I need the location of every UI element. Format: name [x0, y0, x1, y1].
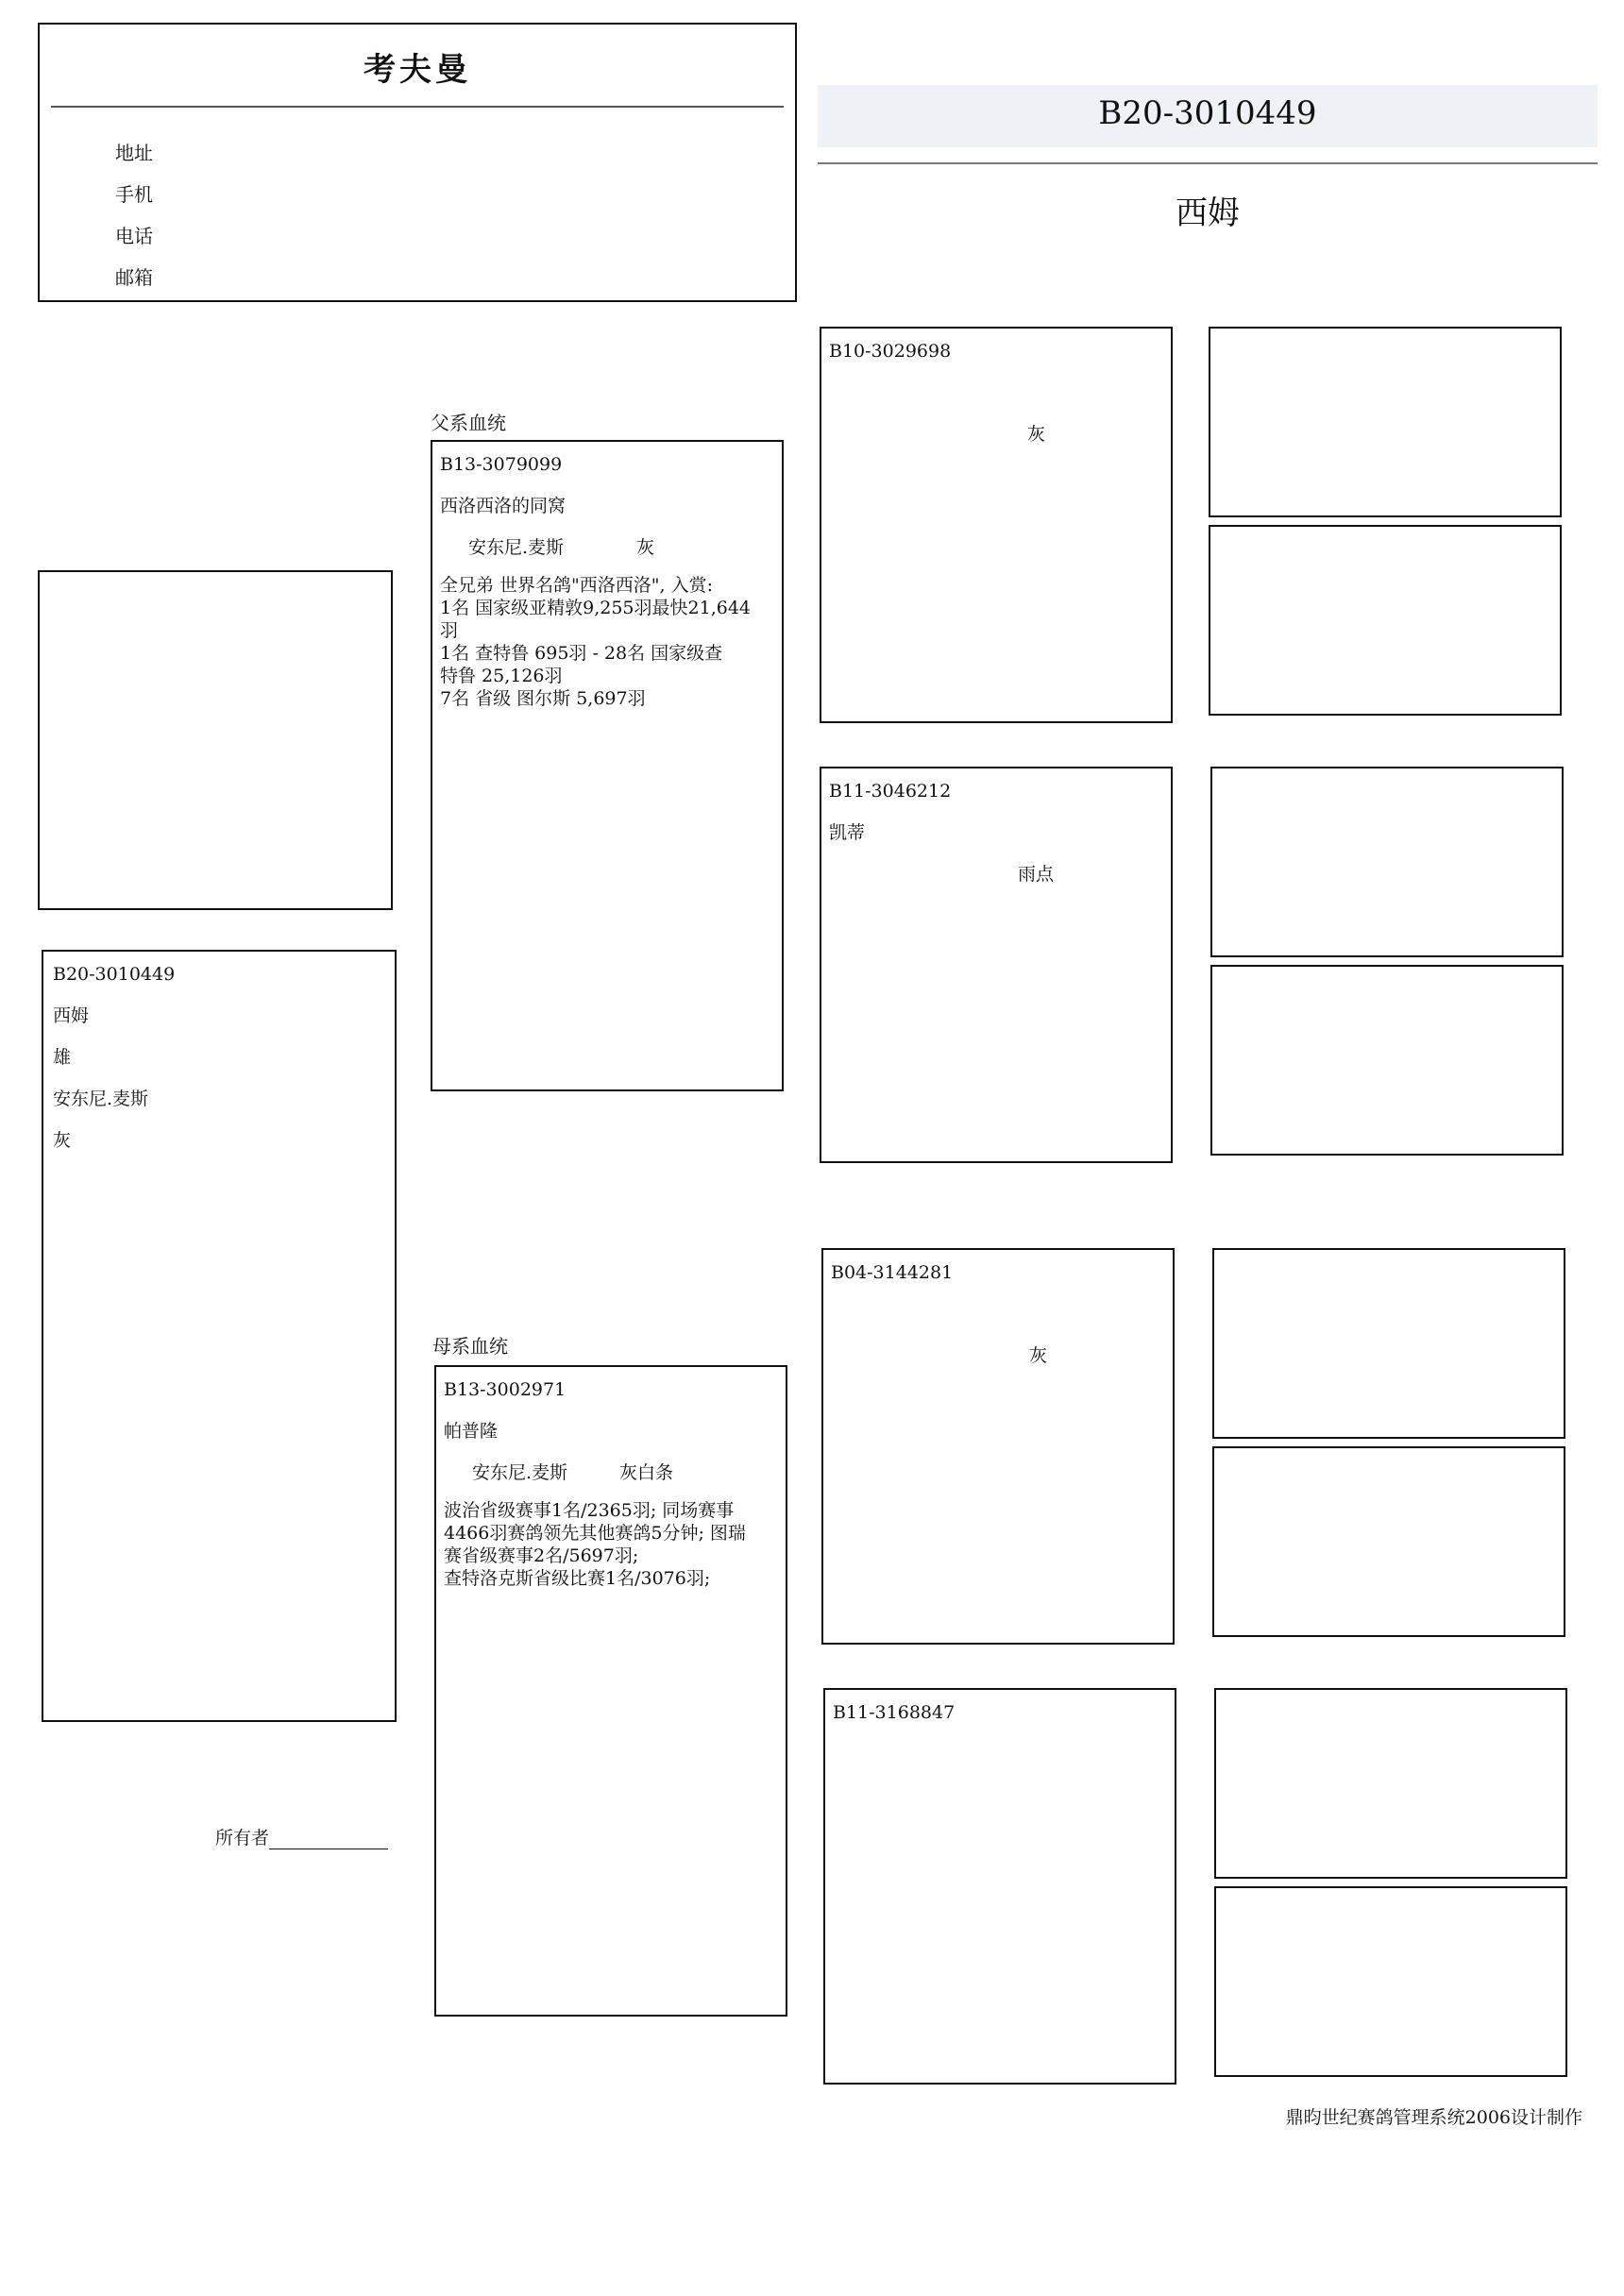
grandparent-ring: B04-3144281 — [831, 1262, 954, 1283]
email-label: 邮箱 — [115, 266, 153, 289]
grandparent-card — [820, 327, 1173, 723]
sire-card — [431, 440, 784, 1091]
sire-ring: B13-3079099 — [440, 454, 563, 475]
great-grandparent-card — [1210, 965, 1564, 1156]
great-grandparent-card — [1214, 1688, 1567, 1879]
great-grandparent-card — [1212, 1248, 1565, 1439]
sire-name: 西洛西洛的同窝 — [440, 496, 567, 516]
grandparent-ring: B11-3046212 — [829, 781, 952, 802]
pigeon-name-title: 西姆 — [1176, 194, 1240, 232]
sire-breeder: 安东尼.麦斯 — [468, 537, 565, 558]
pigeon-photo-frame — [38, 570, 393, 910]
breeder-card — [38, 23, 797, 302]
dam-breeder: 安东尼.麦斯 — [472, 1462, 568, 1483]
phone-label: 电话 — [115, 225, 153, 247]
owner-label-text: 所有者 — [215, 1828, 270, 1849]
subject-card — [42, 950, 397, 1722]
dam-card — [434, 1365, 787, 2017]
breeder-name: 考夫曼 — [364, 51, 471, 89]
great-grandparent-card — [1209, 327, 1562, 517]
mobile-label: 手机 — [115, 183, 153, 206]
grandparent-ring: B11-3168847 — [833, 1702, 956, 1723]
header-ring-number: B20-3010449 — [1098, 94, 1317, 132]
dam-notes: 波治省级赛事1名/2365羽; 同场赛事 4466羽赛鸽领先其他赛鸽5分钟; 图瑞 赛省级赛事2名/5697羽; 查特洛克斯省级比赛1名/3076羽; — [444, 1500, 746, 1589]
great-grandparent-card — [1210, 767, 1564, 957]
dam-section-label: 母系血统 — [432, 1335, 508, 1358]
subject-breeder: 安东尼.麦斯 — [53, 1089, 149, 1109]
grandparent-card — [823, 1688, 1176, 2085]
subject-name: 西姆 — [53, 1005, 90, 1026]
great-grandparent-card — [1212, 1446, 1565, 1637]
grandparent-color: 灰 — [1029, 1345, 1048, 1366]
grandparent-color: 灰 — [1027, 424, 1046, 445]
dam-name: 帕普隆 — [444, 1421, 499, 1442]
great-grandparent-card — [1214, 1886, 1567, 2077]
grandparent-name: 凯蒂 — [829, 822, 866, 843]
subject-sex: 雄 — [53, 1047, 72, 1068]
sire-section-label: 父系血统 — [431, 412, 506, 434]
footer-credit: 鼎昀世纪赛鸽管理系统2006设计制作 — [1285, 2107, 1582, 2128]
grandparent-color: 雨点 — [1018, 864, 1055, 885]
owner-label — [215, 1824, 388, 1849]
dam-ring: B13-3002971 — [444, 1379, 567, 1400]
dam-color: 灰白条 — [619, 1462, 674, 1483]
grandparent-card — [820, 767, 1173, 1163]
grandparent-ring: B10-3029698 — [829, 341, 952, 362]
grandparent-card — [821, 1248, 1175, 1645]
breeder-divider — [51, 106, 784, 108]
sire-color: 灰 — [636, 537, 655, 558]
address-label: 地址 — [115, 142, 153, 164]
great-grandparent-card — [1209, 525, 1562, 716]
header-divider — [818, 162, 1598, 164]
sire-notes: 全兄弟 世界名鸽"西洛西洛", 入赏: 1名 国家级亚精敦9,255羽最快21,644 羽 1名 查特鲁 695羽 - 28名 国家级查 特鲁 25,126羽 7名 省级 图尔斯 5,697羽 — [440, 575, 752, 709]
subject-color: 灰 — [53, 1130, 72, 1151]
subject-ring: B20-3010449 — [53, 964, 176, 985]
